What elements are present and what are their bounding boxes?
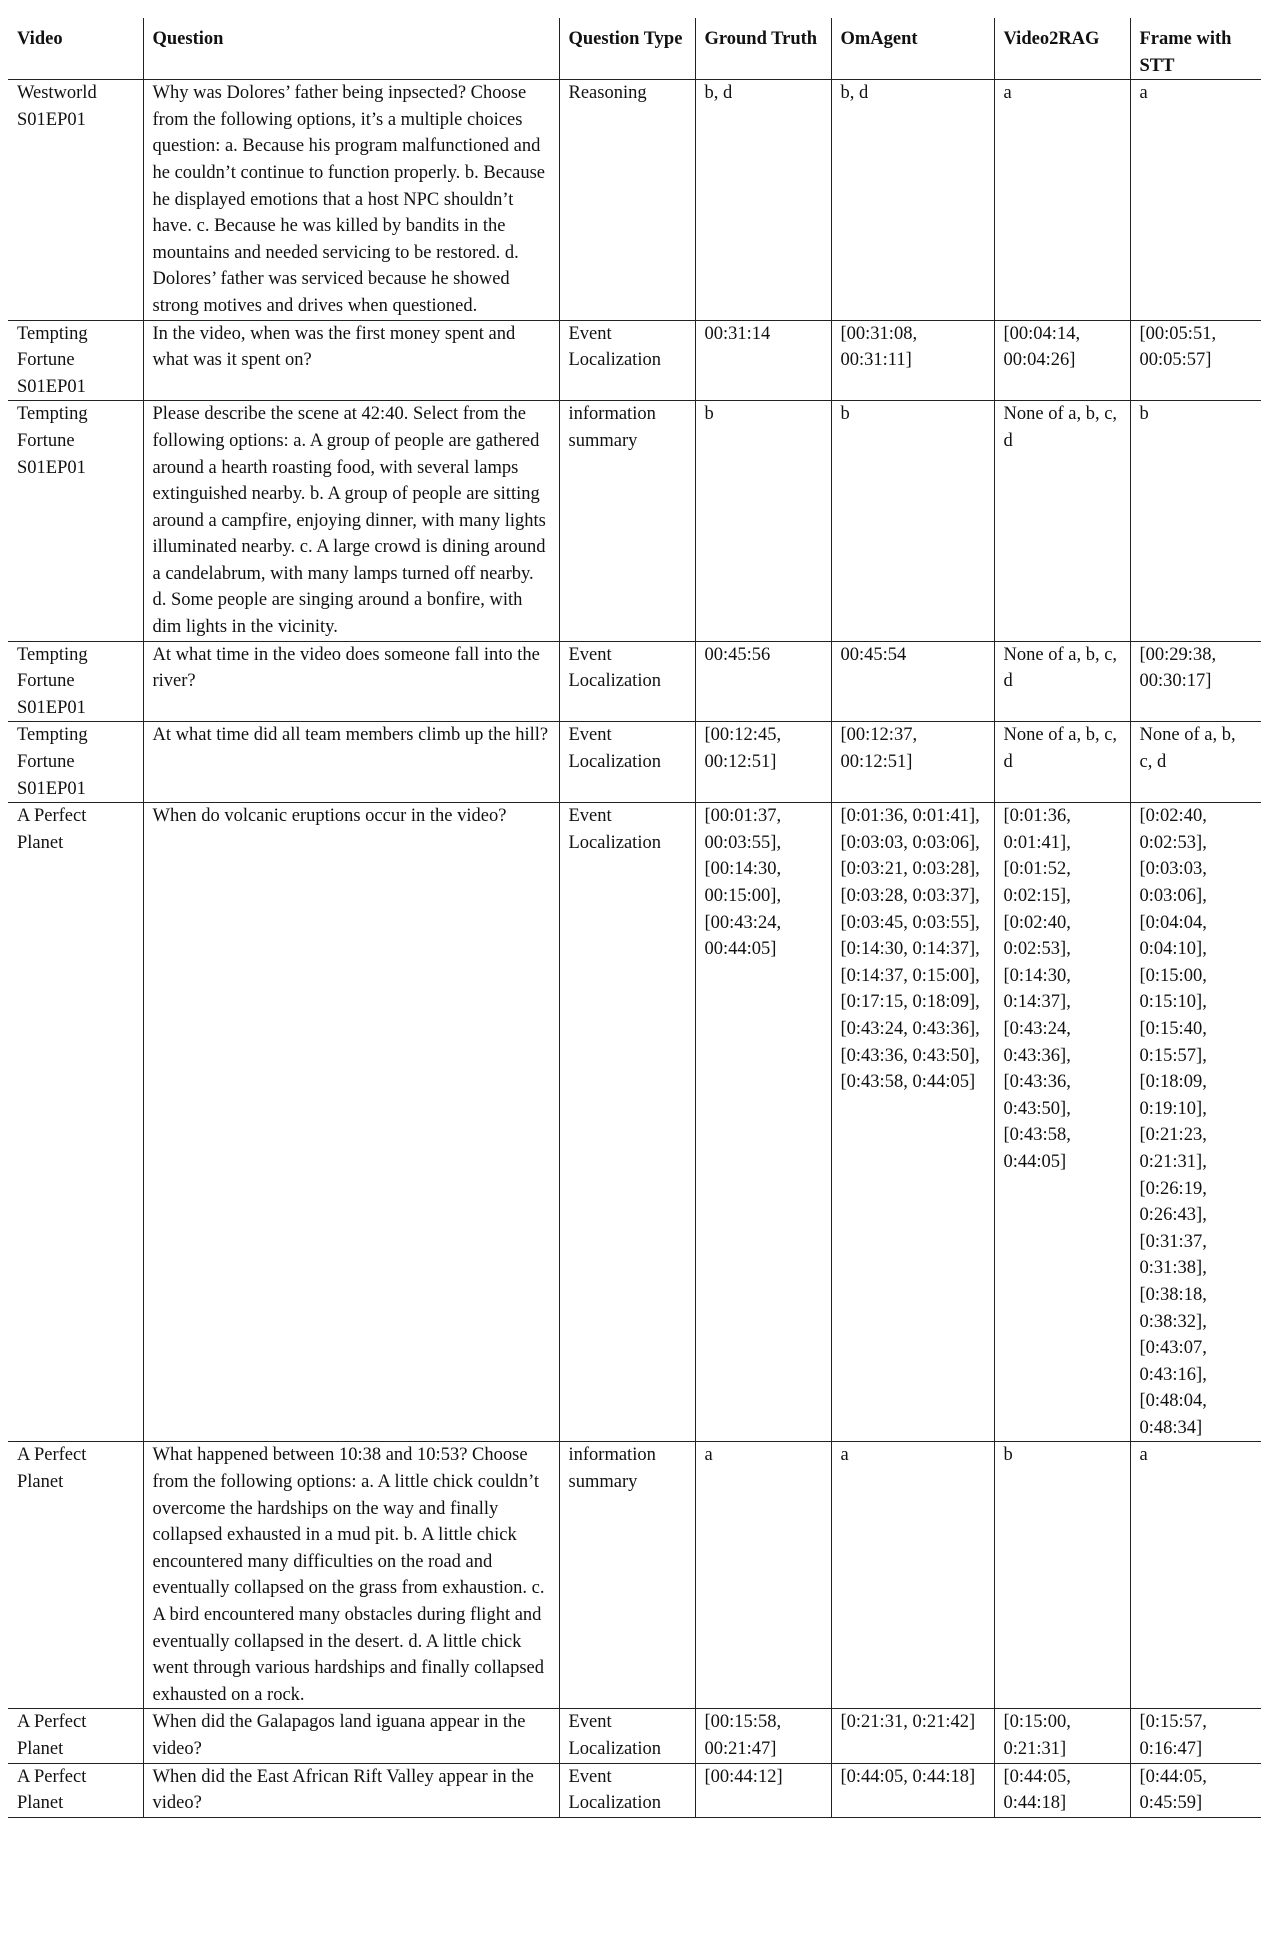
cell-question-type: Event Localization [559, 1709, 695, 1763]
cell-ground-truth: [00:12:45, 00:12:51] [695, 722, 831, 803]
cell-ground-truth: b, d [695, 80, 831, 320]
cell-question: When did the Galapagos land iguana appear in the video? [143, 1709, 559, 1763]
cell-omagent: 00:45:54 [831, 641, 994, 722]
cell-video: Westworld S01EP01 [17, 83, 97, 130]
cell-question-type: Event Localization [559, 1763, 695, 1817]
cell-video: A Perfect Planet [17, 806, 87, 853]
cell-ground-truth: 00:31:14 [695, 320, 831, 401]
table-row [8, 641, 1261, 722]
cell-question: Why was Dolores’ father being inpsected? Choose from the following options, it’s a multiple choices question: a. Because his program malfunctioned and he couldn’t continue to function properly. b. Because he displayed emotions that a host NPC shouldn’t have. c. Because he was killed by bandits in the mountains and needed servicing to be restored. d. Dolores’ father was serviced because he showed strong motives and drives when questioned. [143, 80, 559, 320]
cell-omagent: [0:01:36, 0:01:41], [0:03:03, 0:03:06], [0:03:21, 0:03:28], [0:03:28, 0:03:37], [0:03:45, 0:03:55], [0:14:30, 0:14:37], [0:14:37, 0:15:00], [0:17:15, 0:18:09], [0:43:24, 0:43:36], [0:43:36, 0:43:50], [0:43:58, 0:44:05] [831, 803, 994, 1442]
cell-question-type: Reasoning [559, 80, 695, 320]
cell-frame-with-stt: b [1130, 401, 1261, 641]
cell-video: A Perfect Planet [17, 1766, 87, 1814]
header-question: Question [143, 18, 559, 80]
cell-question-type: Event Localization [559, 803, 695, 1442]
cell-question: At what time in the video does someone fall into the river? [143, 641, 559, 722]
table-row [8, 401, 1261, 641]
cell-omagent: [00:12:37, 00:12:51] [831, 722, 994, 803]
header-ground-truth: Ground Truth [695, 18, 831, 80]
cell-question: Please describe the scene at 42:40. Select from the following options: a. A group of people are gathered around a hearth roasting food, with several lamps extinguished nearby. b. A group of people are sitting around a campfire, enjoying dinner, with many lights illuminated nearby. c. A large crowd is dining around a candelabrum, with many lamps turned off nearby. d. Some people are singing around a bonfire, with dim lights in the vicinity. [143, 401, 559, 641]
cell-video: Tempting Fortune S01EP01 [17, 725, 88, 799]
cell-question-type: Event Localization [559, 320, 695, 401]
cell-frame-with-stt: [0:02:40, 0:02:53], [0:03:03, 0:03:06], [0:04:04, 0:04:10], [0:15:00, 0:15:10], [0:15:40, 0:15:57], [0:18:09, 0:19:10], [0:21:23, 0:21:31], [0:26:19, 0:26:43], [0:31:37, 0:31:38], [0:38:18, 0:38:32], [0:43:07, 0:43:16], [0:48:04, 0:48:34] [1130, 803, 1261, 1442]
table-row [8, 320, 1261, 401]
table-row [8, 1763, 1261, 1817]
header-question-type: Question Type [559, 18, 695, 80]
header-omagent: OmAgent [831, 18, 994, 80]
cell-omagent: [0:21:31, 0:21:42] [831, 1709, 994, 1763]
cell-omagent: [0:44:05, 0:44:18] [831, 1763, 994, 1817]
cell-question: At what time did all team members climb up the hill? [143, 722, 559, 803]
header-video2rag: Video2RAG [994, 18, 1130, 80]
cell-video2rag: b [994, 1442, 1130, 1709]
cell-ground-truth: [00:01:37, 00:03:55], [00:14:30, 00:15:00], [00:43:24, 00:44:05] [695, 803, 831, 1442]
cell-frame-with-stt: a [1130, 1442, 1261, 1709]
cell-video2rag: None of a, b, c, d [994, 722, 1130, 803]
table-row [8, 1709, 1261, 1763]
header-video: Video [17, 29, 63, 49]
cell-video: Tempting Fortune S01EP01 [17, 323, 88, 397]
cell-frame-with-stt: None of a, b, c, d [1130, 722, 1261, 803]
cell-frame-with-stt: [00:29:38, 00:30:17] [1130, 641, 1261, 722]
cell-video2rag: None of a, b, c, d [994, 641, 1130, 722]
cell-ground-truth: a [695, 1442, 831, 1709]
cell-frame-with-stt: [0:15:57, 0:16:47] [1130, 1709, 1261, 1763]
table-row [8, 80, 1261, 320]
cell-ground-truth: [00:15:58, 00:21:47] [695, 1709, 831, 1763]
table-row [8, 722, 1261, 803]
cell-video: A Perfect Planet [17, 1445, 87, 1493]
cell-ground-truth: [00:44:12] [695, 1763, 831, 1817]
cell-omagent: [00:31:08, 00:31:11] [831, 320, 994, 401]
header-frame-with-stt: Frame with STT [1130, 18, 1261, 80]
cell-ground-truth: b [695, 401, 831, 641]
cell-question: When do volcanic eruptions occur in the video? [143, 803, 559, 1442]
cell-video2rag: [0:01:36, 0:01:41], [0:01:52, 0:02:15], [0:02:40, 0:02:53], [0:14:30, 0:14:37], [0:43:24, 0:43:36], [0:43:36, 0:43:50], [0:43:58, 0:44:05] [994, 803, 1130, 1442]
cell-omagent: b [831, 401, 994, 641]
cell-video: Tempting Fortune S01EP01 [17, 644, 88, 718]
cell-frame-with-stt: [00:05:51, 00:05:57] [1130, 320, 1261, 401]
cell-question-type: information summary [559, 1442, 695, 1709]
results-table [8, 18, 1261, 1818]
cell-ground-truth: 00:45:56 [695, 641, 831, 722]
cell-frame-with-stt: [0:44:05, 0:45:59] [1130, 1763, 1261, 1817]
cell-video: Tempting Fortune S01EP01 [17, 404, 88, 478]
cell-video2rag: a [994, 80, 1130, 320]
cell-omagent: a [831, 1442, 994, 1709]
cell-question-type: Event Localization [559, 641, 695, 722]
cell-question: In the video, when was the first money spent and what was it spent on? [143, 320, 559, 401]
header-row [8, 18, 1261, 80]
cell-video2rag: [00:04:14, 00:04:26] [994, 320, 1130, 401]
cell-video: A Perfect Planet [17, 1712, 87, 1759]
cell-video2rag: None of a, b, c, d [994, 401, 1130, 641]
cell-video2rag: [0:15:00, 0:21:31] [994, 1709, 1130, 1763]
cell-question: What happened between 10:38 and 10:53? Choose from the following options: a. A little chick couldn’t overcome the hardships on the way and finally collapsed exhausted in a mud pit. b. A little chick encountered many difficulties on the road and eventually collapsed on the grass from exhaustion. c. A bird encountered many obstacles during flight and eventually collapsed in the desert. d. A little chick went through various hardships and finally collapsed exhausted on a rock. [143, 1442, 559, 1709]
table-row [8, 803, 1261, 1442]
cell-frame-with-stt: a [1130, 80, 1261, 320]
cell-question-type: information summary [559, 401, 695, 641]
cell-video2rag: [0:44:05, 0:44:18] [994, 1763, 1130, 1817]
cell-question-type: Event Localization [559, 722, 695, 803]
cell-question: When did the East African Rift Valley appear in the video? [143, 1763, 559, 1817]
table-row [8, 1442, 1261, 1709]
cell-omagent: b, d [831, 80, 994, 320]
